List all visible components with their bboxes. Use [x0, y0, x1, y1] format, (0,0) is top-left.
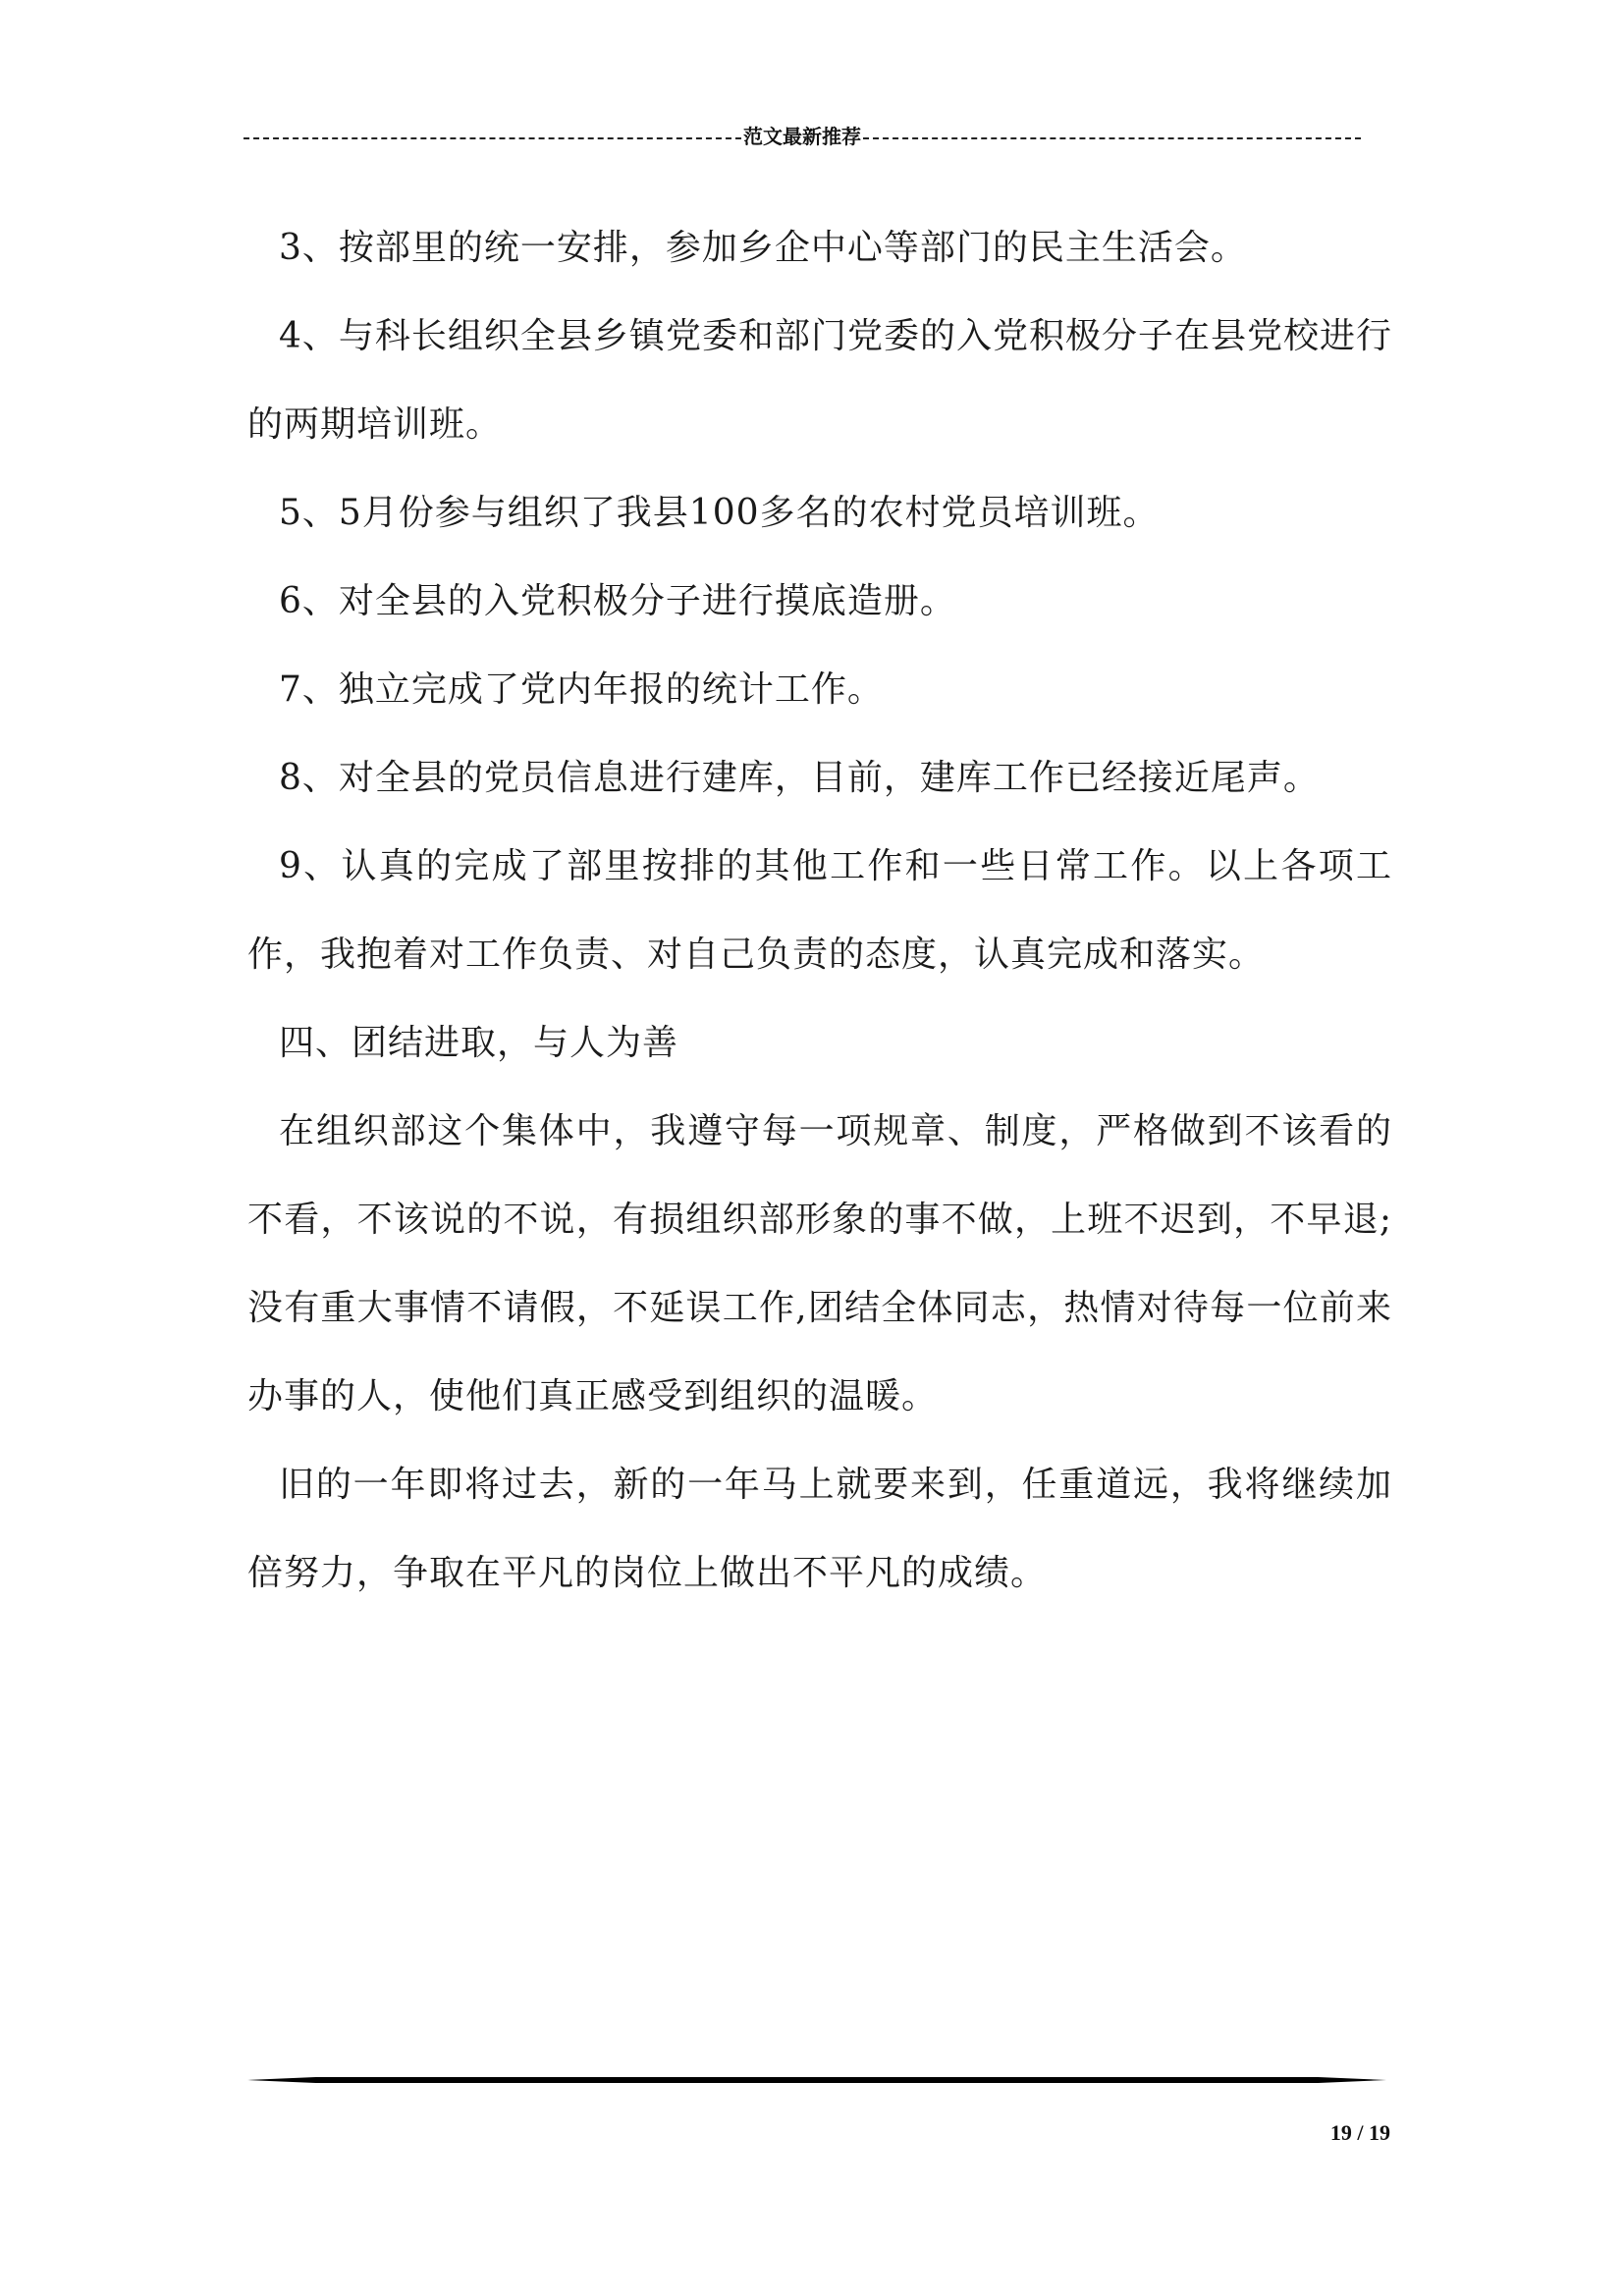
- section-heading-4: 四、团结进取，与人为善: [279, 1023, 679, 1063]
- header-title: 范文最新推荐: [743, 124, 861, 148]
- page-number: 19 / 19: [1329, 2120, 1390, 2145]
- header-dash-left: [244, 137, 741, 139]
- paragraph-item-9: 9、认真的完成了部里按排的其他工作和一些日常工作。以上各项工作，我抱着对工作负责、对自己负责的态度，认真完成和落实。: [247, 846, 1392, 975]
- paragraph-closing: 旧的一年即将过去，新的一年马上就要来到，任重道远，我将继续加倍努力，争取在平凡的岗位上做出不平凡的成绩。: [247, 1465, 1392, 1593]
- paragraph-item-4: 4、与科长组织全县乡镇党委和部门党委的入党积极分子在县党校进行的两期培训班。: [247, 316, 1392, 445]
- paragraph-item-7: 7、独立完成了党内年报的统计工作。: [279, 669, 884, 710]
- paragraph-item-6: 6、对全县的入党积极分子进行摸底造册。: [279, 581, 956, 621]
- page-header: [244, 117, 1361, 152]
- paragraph-conduct: 在组织部这个集体中，我遵守每一项规章、制度，严格做到不该看的不看，不该说的不说，有损组织部形象的事不做，上班不迟到，不早退;没有重大事情不请假，不延误工作,团结全体同志，热情对待每一位前来办事的人，使他们真正感受到组织的温暖。: [247, 1111, 1392, 1416]
- header-dash-right: [863, 137, 1361, 139]
- paragraph-item-3: 3、按部里的统一安排，参加乡企中心等部门的民主生活会。: [279, 228, 1247, 268]
- document-body: [247, 204, 1392, 1618]
- paragraph-item-5: 5、5月份参与组织了我县100多名的农村党员培训班。: [279, 493, 1160, 533]
- paragraph-item-8: 8、对全县的党员信息进行建库，目前，建库工作已经接近尾声。: [279, 758, 1320, 798]
- footer-divider: [247, 2077, 1386, 2083]
